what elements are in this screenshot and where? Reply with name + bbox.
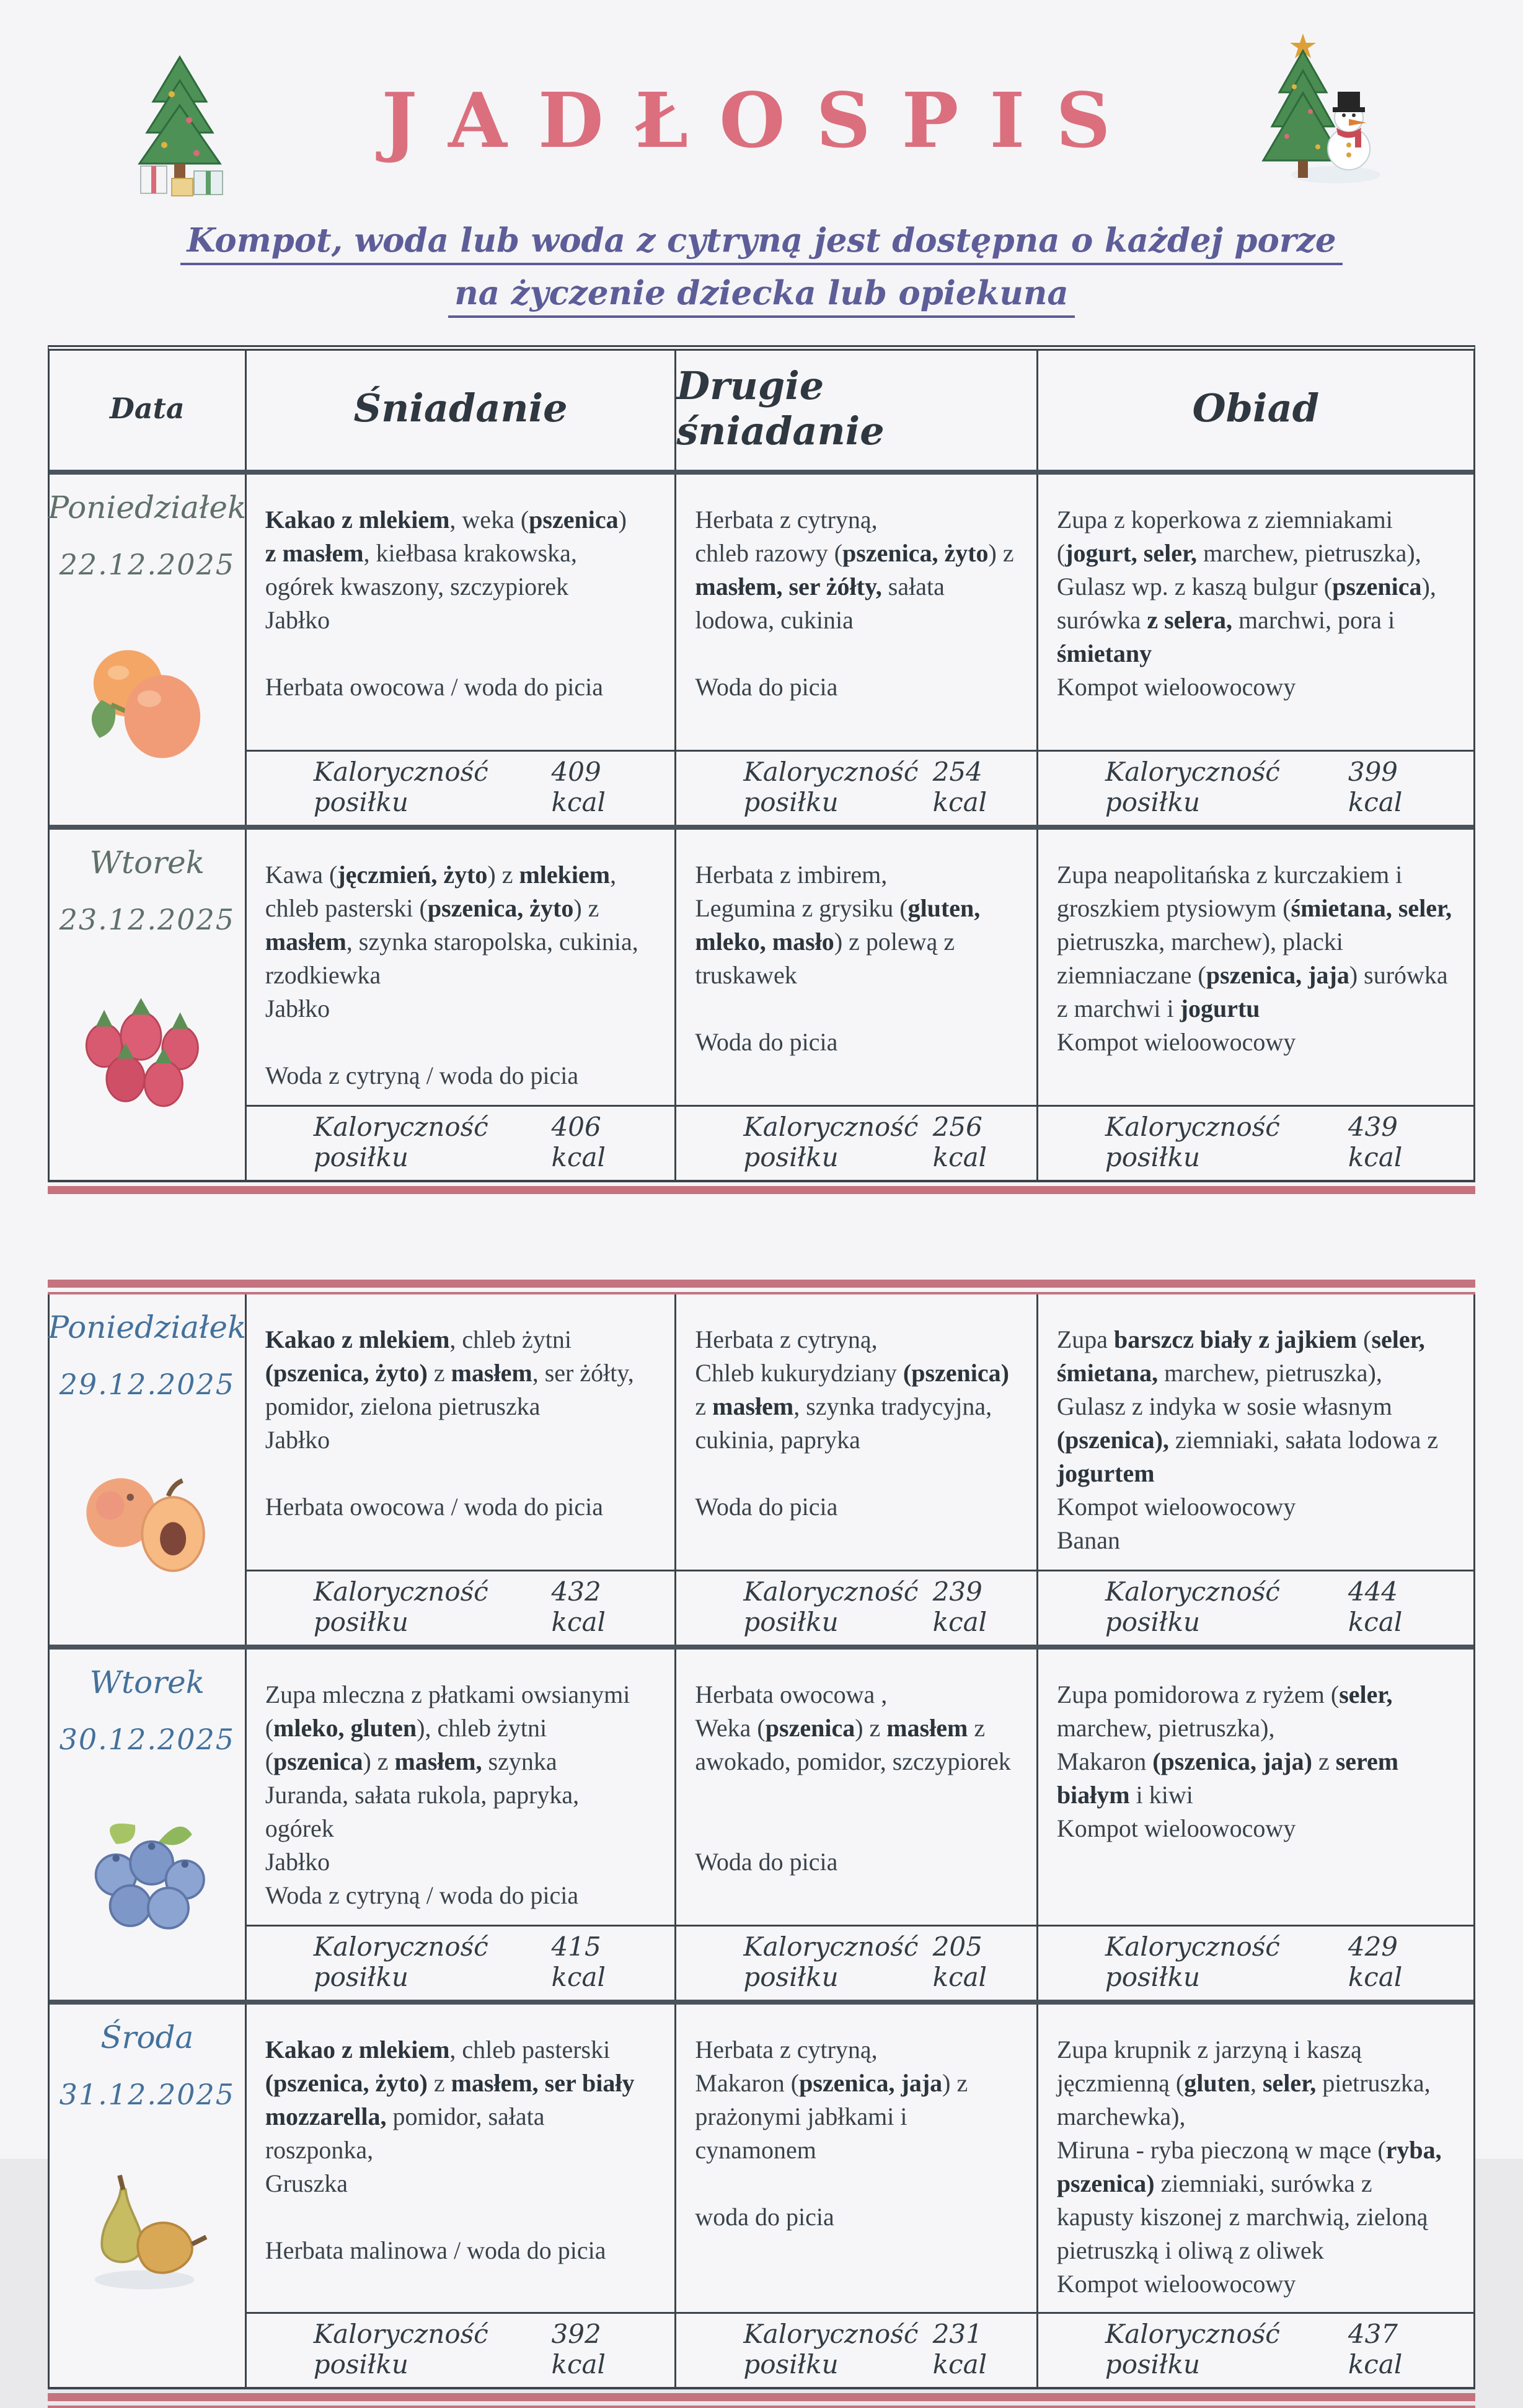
menu-line: ziemniaczane (pszenica, jaja) surówka [1056,960,1448,989]
menu-line: Banan [1056,1526,1120,1554]
meal-text [1038,2005,1473,2312]
menu-line: pietruszka, marchew), placki [1056,927,1343,956]
menu-row [50,830,1473,1180]
kcal-label: Kaloryczność posiłku [743,1931,919,1992]
menu-row [50,1294,1473,1645]
kcal-bar [1038,1570,1473,1645]
kcal-label: Kaloryczność posiłku [743,756,919,817]
date-label: 31.12.2025 [59,2077,236,2111]
date-cell [50,1294,245,1645]
kcal-label: Kaloryczność posiłku [313,756,488,817]
menu-line: ogórek [265,1814,334,1842]
obiad-cell [1036,1650,1473,2000]
menu-line: masłem, szynka staropolska, cukinia, [265,927,638,956]
kcal-bar [1038,2312,1473,2387]
menu-line: Jabłko [265,605,330,634]
obiad-cell [1036,475,1473,825]
kcal-label: Kaloryczność posiłku [313,1931,488,1992]
menu-line: Gulasz z indyka w sosie własnym [1056,1392,1392,1420]
header-sniadanie [245,351,675,470]
menu-line: surówka z selera, marchwi, pora i [1056,605,1395,634]
menu-line: (pszenica), ziemniaki, sałata lodowa z [1056,1425,1439,1454]
table-header-row [50,351,1473,470]
menu-line: Kompot wieloowocowy [1056,1027,1296,1056]
header-drugie-sniadanie [674,351,1036,470]
menu-line: Zupa barszcz biały z jajkiem (seler, [1056,1325,1425,1353]
kcal-label: Kaloryczność posiłku [743,1576,919,1637]
menu-line: Zupa z koperkowa z ziemniakami [1056,505,1393,534]
sniadanie-cell [245,830,675,1180]
menu-line: chleb razowy (pszenica, żyto) z [695,538,1014,567]
meal-text [247,1650,675,1925]
menu-line: (mleko, gluten), chleb żytni [265,1713,547,1742]
kcal-label: Kaloryczność posiłku [1105,1576,1280,1637]
kcal-label: Kaloryczność posiłku [1105,1111,1280,1172]
day-label: Środa [100,2019,194,2055]
day-label: Wtorek [89,1664,205,1700]
menu-line: Woda z cytryną / woda do picia [265,1881,579,1909]
menu-line: pszenica) ziemniaki, surówka z [1056,2169,1372,2197]
menu-line: Kawa (jęczmień, żyto) z mlekiem, [265,860,617,889]
kcal-bar [676,1570,1036,1645]
menu-line: z marchwi i jogurtu [1056,994,1260,1022]
menu-line: Woda do picia [695,1492,838,1521]
menu-line [265,2200,661,2234]
christmas-tree-with-presents-image [115,51,248,200]
menu-line [265,1026,661,1059]
menu-line: Kompot wieloowocowy [1056,1814,1296,1842]
menu-line: Kakao z mlekiem, chleb pasterski [265,2035,611,2063]
kcal-bar [676,1105,1036,1180]
tables-gap [0,1194,1523,1280]
kcal-bar [247,1570,675,1645]
date-label: 23.12.2025 [59,902,236,936]
menu-line: Herbata z cytryną, [695,505,878,534]
pink-band [48,1186,1475,1194]
meal-text [676,1650,1036,1925]
menu-line: cynamonem [695,2135,816,2164]
blueberries-image [76,1813,218,1942]
row-divider [50,470,1473,475]
menu-line: Weka (pszenica) z masłem z [695,1713,986,1742]
date-label: 22.12.2025 [59,547,236,581]
menu-line: Miruna - ryba pieczoną w mące (ryba, [1056,2135,1442,2164]
week1-rows [50,470,1473,1180]
kcal-bar [247,750,675,825]
sniadanie-cell [245,2005,675,2387]
kcal-bar [1038,750,1473,825]
header-data [50,351,245,470]
menu-line: Herbata malinowa / woda do picia [265,2236,606,2264]
menu-line: jogurtem [1056,1459,1155,1487]
week2-rows [50,1294,1473,2387]
oranges-image [76,638,218,767]
obiad-cell [1036,1294,1473,1645]
date-cell [50,2005,245,2387]
kcal-label: Kaloryczność posiłku [313,1576,488,1637]
kcal-value: 432 kcal [551,1576,606,1637]
meal-text [1038,475,1473,750]
menu-line: Kompot wieloowocowy [1056,672,1296,701]
menu-line: Gruszka [265,2169,348,2197]
kcal-value: 231 kcal [932,2318,987,2379]
meal-text [676,1294,1036,1570]
menu-line: awokado, pomidor, szczypiorek [695,1747,1011,1775]
menu-line: truskawek [695,960,797,989]
menu-line: groszkiem ptysiowym (śmietana, seler, [1056,894,1452,922]
menu-line: Kompot wieloowocowy [1056,2269,1296,2298]
menu-line: mozzarella, pomidor, sałata [265,2102,545,2130]
row-divider [50,2000,1473,2005]
menu-line: Zupa krupnik z jarzyną i kaszą [1056,2035,1362,2063]
menu-line: pomidor, zielona pietruszka [265,1392,541,1420]
strawberries-image [76,993,218,1122]
meal-text [1038,1294,1473,1570]
menu-line: roszponka, [265,2135,374,2164]
menu-line: Herbata owocowa / woda do picia [265,672,604,701]
header-sniadanie-label: Śniadanie [353,385,568,431]
menu-line: Gulasz wp. z kaszą bulgur (pszenica), [1056,572,1436,600]
kcal-bar [247,1105,675,1180]
kcal-value: 254 kcal [932,756,987,817]
menu-line: z masłem, szynka tradycyjna, [695,1392,992,1420]
kcal-value: 392 kcal [551,2318,606,2379]
menu-line: śmietana, marchew, pietruszka), [1056,1358,1382,1387]
kcal-value: 429 kcal [1348,1931,1403,1992]
menu-line: Kompot wieloowocowy [1056,1492,1296,1521]
meal-text [247,830,675,1105]
menu-line [695,637,1022,670]
kcal-value: 439 kcal [1348,1111,1403,1172]
menu-line: Kakao z mlekiem, chleb żytni [265,1325,572,1353]
menu-line: Jabłko [265,1425,330,1454]
menu-line [695,992,1022,1026]
menu-line: Zupa mleczna z płatkami owsianymi [265,1680,630,1708]
menu-line: z masłem, kiełbasa krakowska, [265,538,577,567]
meal-text [1038,830,1473,1105]
drinks-note-line2: na życzenie dziecka lub opiekuna [448,274,1075,318]
kcal-value: 239 kcal [932,1576,987,1637]
day-label: Poniedziałek [48,489,247,525]
meal-text [676,830,1036,1105]
menu-table-week1 [48,345,1475,1182]
kcal-bar [1038,1925,1473,2000]
menu-line: śmietany [1056,639,1152,667]
menu-line: marchewka), [1056,2102,1186,2130]
menu-line: prażonymi jabłkami i [695,2102,907,2130]
christmas-tree-with-snowman-image [1227,32,1388,190]
kcal-value: 399 kcal [1348,756,1403,817]
kcal-label: Kaloryczność posiłku [743,2318,919,2379]
peaches-image [76,1458,218,1587]
menu-line: Chleb kukurydziany (pszenica) [695,1358,1009,1387]
sniadanie-cell [245,1294,675,1645]
menu-line: marchew, pietruszka), [1056,1713,1275,1742]
day-label: Poniedziałek [48,1309,247,1345]
meal-text [247,2005,675,2312]
pink-line [48,2406,1475,2408]
menu-line: lodowa, cukinia [695,605,854,634]
meal-text [676,2005,1036,2312]
menu-line: Woda do picia [695,672,838,701]
drugie-sniadanie-cell [674,475,1036,825]
menu-line: Herbata z imbirem, [695,860,888,889]
kcal-bar [247,1925,675,2000]
meal-text [247,475,675,750]
menu-line: Woda do picia [695,1847,838,1876]
menu-line: pietruszką i oliwą z oliwek [1056,2236,1324,2264]
drugie-sniadanie-cell [674,830,1036,1180]
menu-line: Jabłko [265,1847,330,1876]
menu-line: cukinia, papryka [695,1425,860,1454]
menu-line: masłem, ser żółty, sałata [695,572,945,600]
header-drugie-sniadanie-label: Drugie śniadanie [676,363,885,454]
menu-line [695,2167,1022,2200]
kcal-bar [247,2312,675,2387]
kcal-label: Kaloryczność posiłku [313,1111,488,1172]
meal-text [247,1294,675,1570]
kcal-bar [676,2312,1036,2387]
menu-row [50,2005,1473,2387]
menu-line: Herbata owocowa , [695,1680,888,1708]
menu-line: ogórek kwaszony, szczypiorek [265,572,569,600]
menu-line: Juranda, sałata rukola, papryka, [265,1780,580,1809]
menu-line: Legumina z grysiku (gluten, [695,894,981,922]
menu-line: Herbata owocowa / woda do picia [265,1492,604,1521]
kcal-bar [1038,1105,1473,1180]
menu-line: Herbata z cytryną, [695,2035,878,2063]
kcal-value: 444 kcal [1348,1576,1403,1637]
pears-image [76,2168,218,2297]
menu-line: kapusty kiszonej z marchwią, zieloną [1056,2202,1428,2231]
menu-line: (jogurt, seler, marchew, pietruszka), [1056,538,1421,567]
pink-band [48,2393,1475,2401]
date-label: 29.12.2025 [59,1367,236,1401]
menu-line: Kakao z mlekiem, weka (pszenica) [265,505,627,534]
meal-text [676,475,1036,750]
kcal-label: Kaloryczność posiłku [313,2318,488,2379]
menu-line: Makaron (pszenica, jaja) z serem [1056,1747,1399,1775]
date-cell [50,830,245,1180]
menu-line: jęczmienną (gluten, seler, pietruszka, [1056,2068,1431,2097]
obiad-cell [1036,830,1473,1180]
menu-line: Jabłko [265,994,330,1022]
pink-separator-top [48,1186,1475,1194]
menu-line [695,1778,1022,1812]
date-cell [50,1650,245,2000]
kcal-label: Kaloryczność posiłku [1105,1931,1280,1992]
menu-line: mleko, masło) z polewą z [695,927,955,956]
pink-band [48,1280,1475,1288]
kcal-value: 205 kcal [932,1931,987,1992]
pink-separator-middle [48,1280,1475,1294]
menu-row [50,1650,1473,2000]
menu-line: chleb pasterski (pszenica, żyto) z [265,894,599,922]
menu-line: Zupa neapolitańska z kurczakiem i [1056,860,1403,889]
menu-line: Woda z cytryną / woda do picia [265,1061,579,1089]
menu-row [50,475,1473,825]
kcal-label: Kaloryczność posiłku [1105,2318,1280,2379]
obiad-cell [1036,2005,1473,2387]
day-label: Wtorek [89,844,205,881]
kcal-label: Kaloryczność posiłku [1105,756,1280,817]
header-obiad-label: Obiad [1192,385,1320,431]
drugie-sniadanie-cell [674,2005,1036,2387]
header-data-label: Data [109,391,185,425]
menu-line: rzodkiewka [265,960,381,989]
drugie-sniadanie-cell [674,1294,1036,1645]
menu-line [265,1457,661,1490]
menu-line: Zupa pomidorowa z ryżem (seler, [1056,1680,1393,1708]
menu-line [695,1457,1022,1490]
sniadanie-cell [245,475,675,825]
row-divider [50,1645,1473,1650]
meal-text [1038,1650,1473,1925]
menu-line: Makaron (pszenica, jaja) z [695,2068,968,2097]
menu-line: białym i kiwi [1056,1780,1193,1809]
date-label: 30.12.2025 [59,1722,236,1756]
drugie-sniadanie-cell [674,1650,1036,2000]
pink-separator-bottom [48,2393,1475,2408]
kcal-value: 409 kcal [551,756,606,817]
menu-line: (pszenica, żyto) z masłem, ser żółty, [265,1358,634,1387]
menu-line [695,1812,1022,1845]
date-cell [50,475,245,825]
menu-line: woda do picia [695,2202,834,2231]
drinks-note-line1: Kompot, woda lub woda z cytryną jest dostępna o każdej porze [180,221,1342,265]
menu-line [265,637,661,670]
kcal-value: 415 kcal [551,1931,606,1992]
kcal-bar [676,1925,1036,2000]
kcal-value: 437 kcal [1348,2318,1403,2379]
menu-line: (pszenica) z masłem, szynka [265,1747,557,1775]
menu-table-week2 [48,1294,1475,2389]
kcal-label: Kaloryczność posiłku [743,1111,919,1172]
menu-line: Woda do picia [695,1027,838,1056]
menu-line: (pszenica, żyto) z masłem, ser biały [265,2068,635,2097]
kcal-bar [676,750,1036,825]
header-obiad [1036,351,1473,470]
sniadanie-cell [245,1650,675,2000]
kcal-value: 406 kcal [551,1111,606,1172]
menu-line: Herbata z cytryną, [695,1325,878,1353]
kcal-value: 256 kcal [932,1111,987,1172]
row-divider [50,825,1473,830]
page-title: JADŁOSPIS [381,76,1142,165]
